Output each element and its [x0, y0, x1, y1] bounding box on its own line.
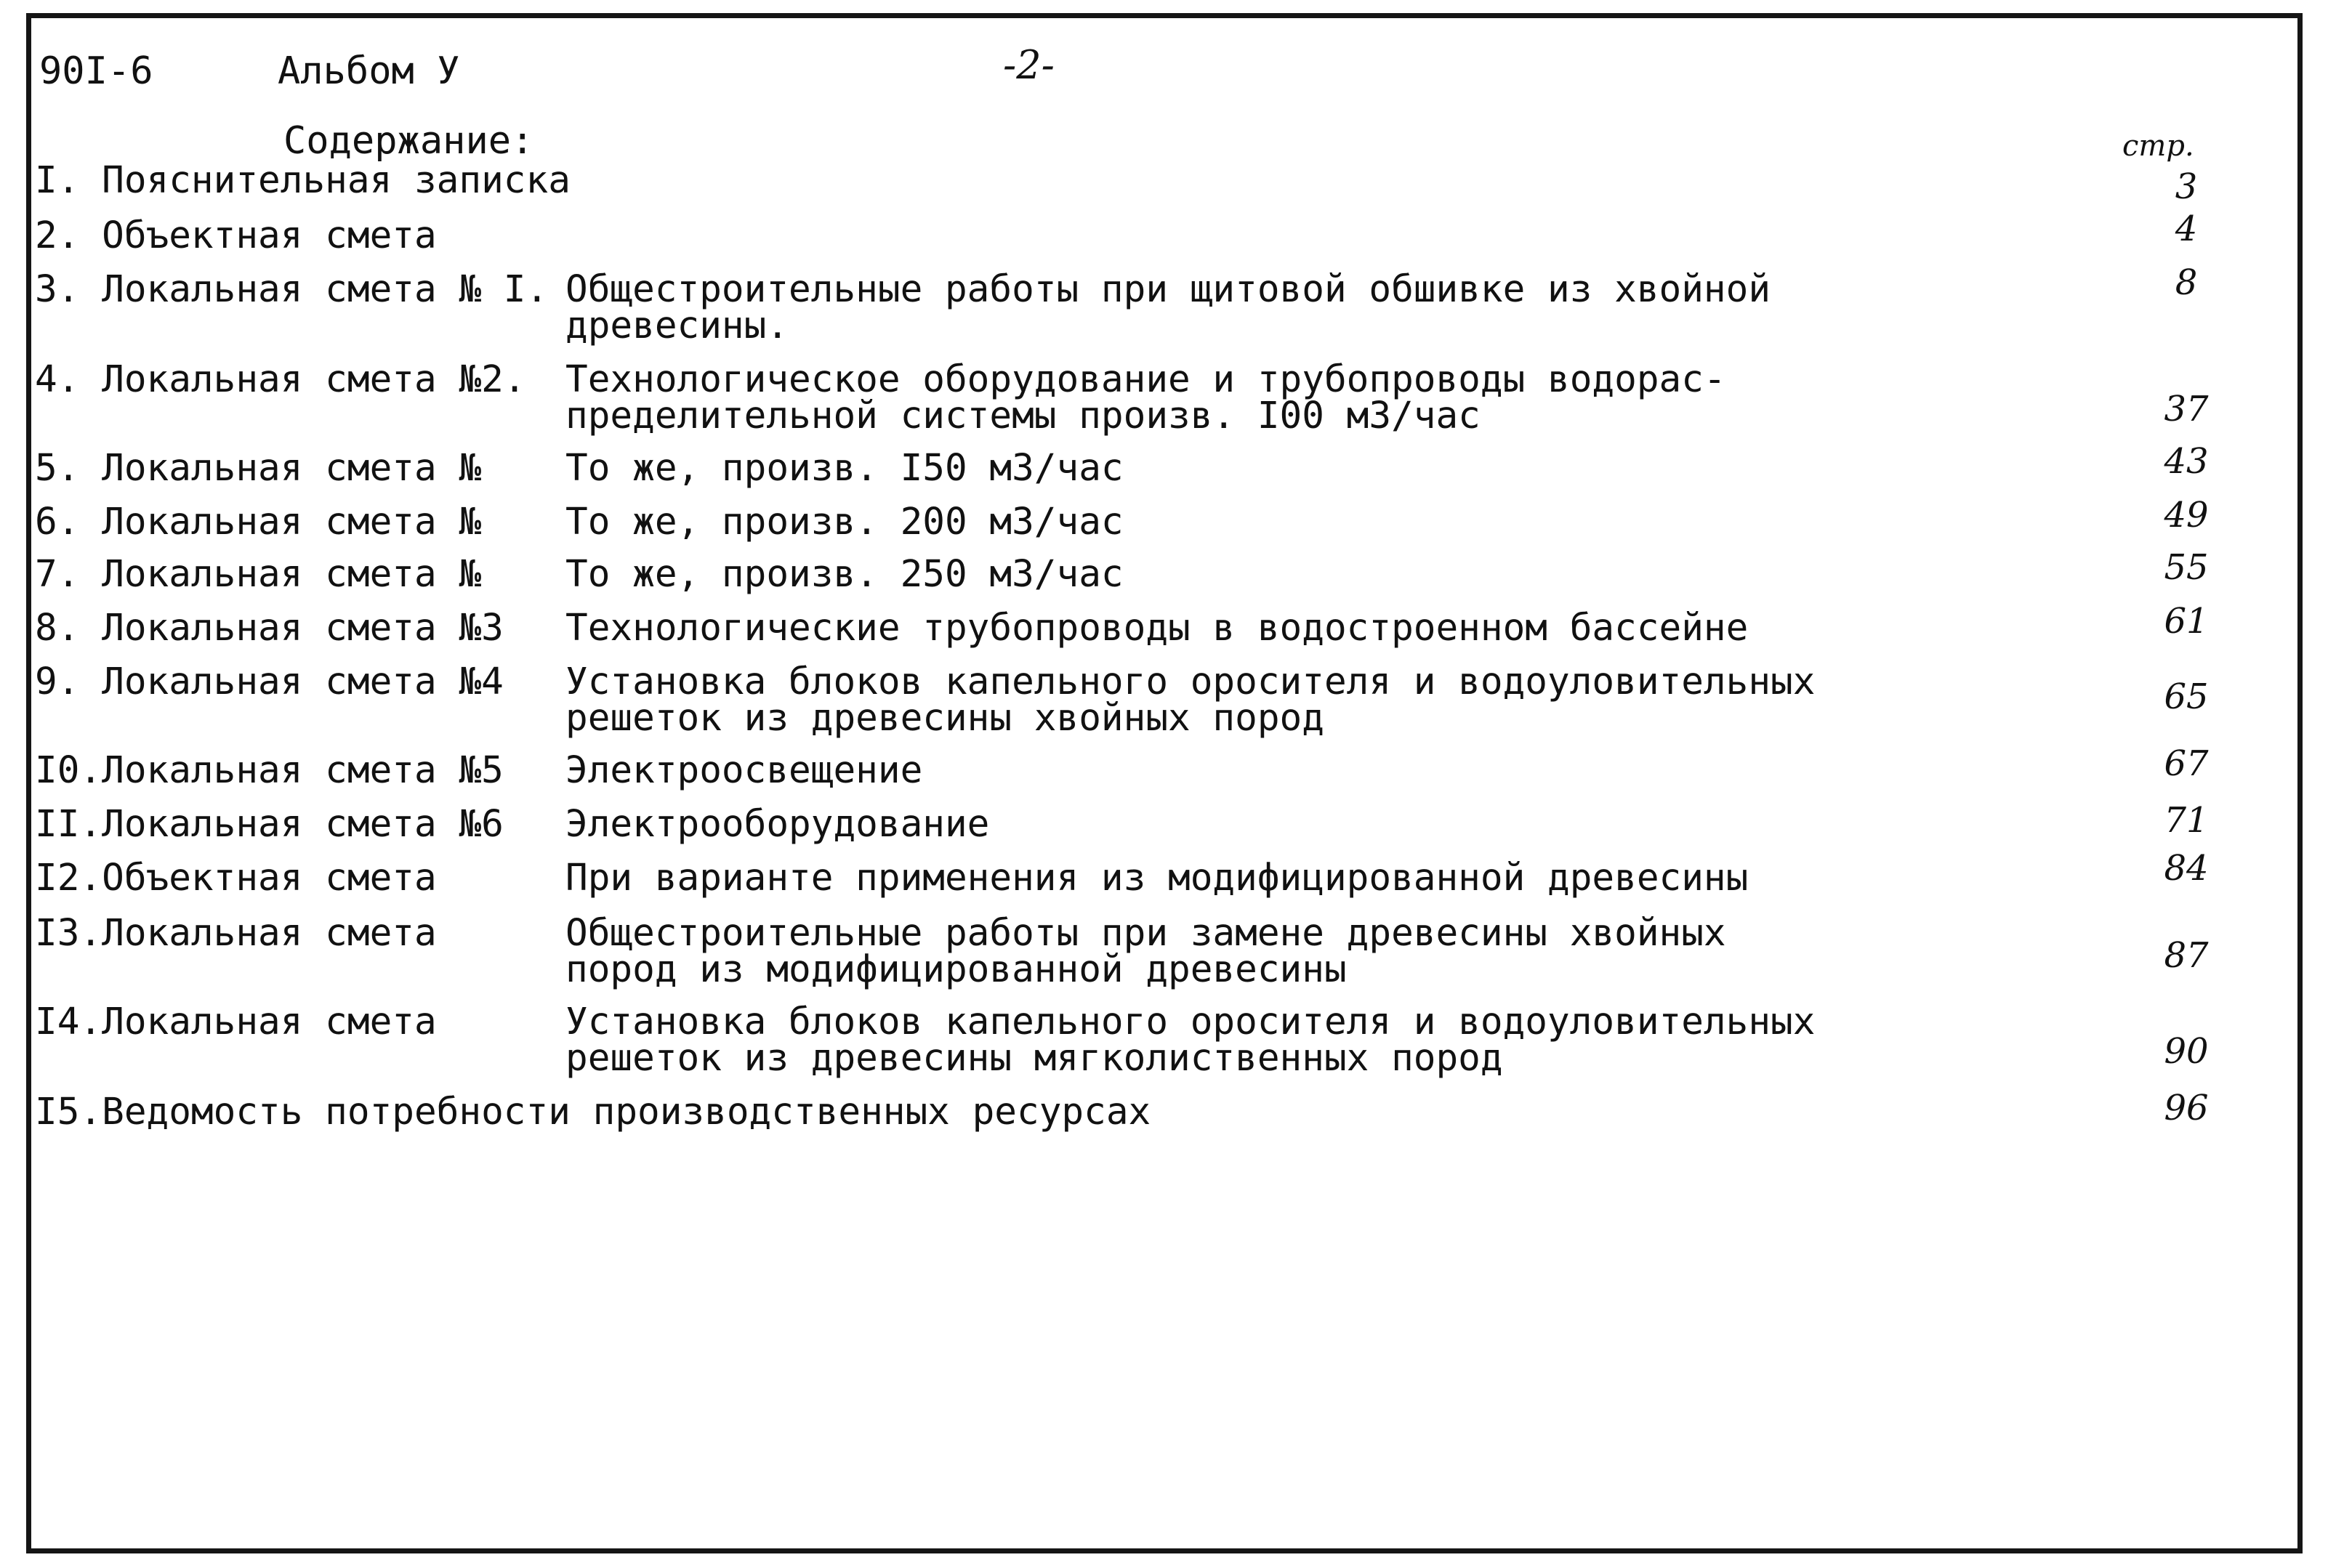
toc-row-page: 67	[2164, 743, 2209, 784]
toc-row-page: 71	[2164, 800, 2209, 841]
toc-row-page: 55	[2164, 547, 2209, 588]
toc-row-description: Электроосвещение	[565, 749, 923, 792]
toc-row-label: 8. Локальная смета №3	[35, 607, 504, 650]
toc-row-description: Электрооборудование	[565, 803, 990, 846]
toc-row-label: I2.Объектная смета	[35, 857, 437, 900]
toc-row-page: 43	[2164, 441, 2209, 482]
toc-row-label: II.Локальная смета №6	[35, 803, 504, 846]
toc-row-label: 3. Локальная смета № I.	[35, 268, 549, 311]
toc-row-description: Общестроительные работы при щитовой обшивке из хвойной древесины.	[565, 268, 1771, 347]
document-code: 90I-6	[39, 49, 153, 93]
toc-row-description: Общестроительные работы при замене древесины хвойных пород из модифицированной древесины	[565, 912, 1726, 991]
toc-row-label: 6. Локальная смета №	[35, 501, 482, 543]
toc-row-label: 7. Локальная смета №	[35, 553, 482, 596]
toc-row-description: При варианте применения из модифицированной древесины	[565, 857, 1749, 900]
toc-row-page: 96	[2164, 1088, 2209, 1128]
toc-row-page: 49	[2164, 495, 2209, 536]
toc-row-description: Установка блоков капельного оросителя и водоуловительных решеток из древесины хвойных пород	[565, 660, 1816, 740]
toc-row-page: 4	[2175, 209, 2198, 249]
toc-row-label: I4.Локальная смета	[35, 1001, 437, 1043]
page-number: -2-	[1003, 42, 1055, 88]
toc-row-label: I5.Ведомость потребности производственных ресурсах	[35, 1091, 1151, 1133]
toc-row-description: Установка блоков капельного оросителя и водоуловительных решеток из древесины мягколиственных пород	[565, 1001, 1816, 1080]
toc-row-label: 9. Локальная смета №4	[35, 660, 504, 703]
album-title: Альбом У	[278, 49, 460, 93]
toc-row-page: 8	[2175, 262, 2198, 303]
toc-row-description: Технологические трубопроводы в водостроенном бассейне	[565, 607, 1749, 650]
toc-row-page: 37	[2164, 389, 2209, 429]
toc-row-page: 3	[2175, 166, 2198, 207]
toc-row-page: 61	[2164, 601, 2209, 642]
page-column-label: стр.	[2122, 129, 2194, 163]
toc-row-label: 2. Объектная смета	[35, 214, 437, 257]
toc-row-description: То же, произв. I50 м3/час	[565, 447, 1124, 490]
toc-row-page: 90	[2164, 1031, 2209, 1072]
toc-row-label: I3.Локальная смета	[35, 912, 437, 955]
toc-row-label: I. Пояснительная записка	[35, 159, 571, 202]
toc-row-description: То же, произв. 200 м3/час	[565, 501, 1124, 543]
toc-row-page: 84	[2164, 848, 2209, 889]
toc-row-page: 87	[2164, 935, 2209, 976]
toc-row-label: 4. Локальная смета №2.	[35, 358, 526, 401]
toc-row-description: То же, произв. 250 м3/час	[565, 553, 1124, 596]
contents-title: Содержание:	[283, 119, 534, 163]
toc-row-label: 5. Локальная смета №	[35, 447, 482, 490]
toc-row-label: I0.Локальная смета №5	[35, 749, 504, 792]
toc-row-page: 65	[2164, 676, 2209, 717]
toc-row-description: Технологическое оборудование и трубопроводы водорас- пределительной системы произв. I00 м3/час	[565, 358, 1726, 437]
